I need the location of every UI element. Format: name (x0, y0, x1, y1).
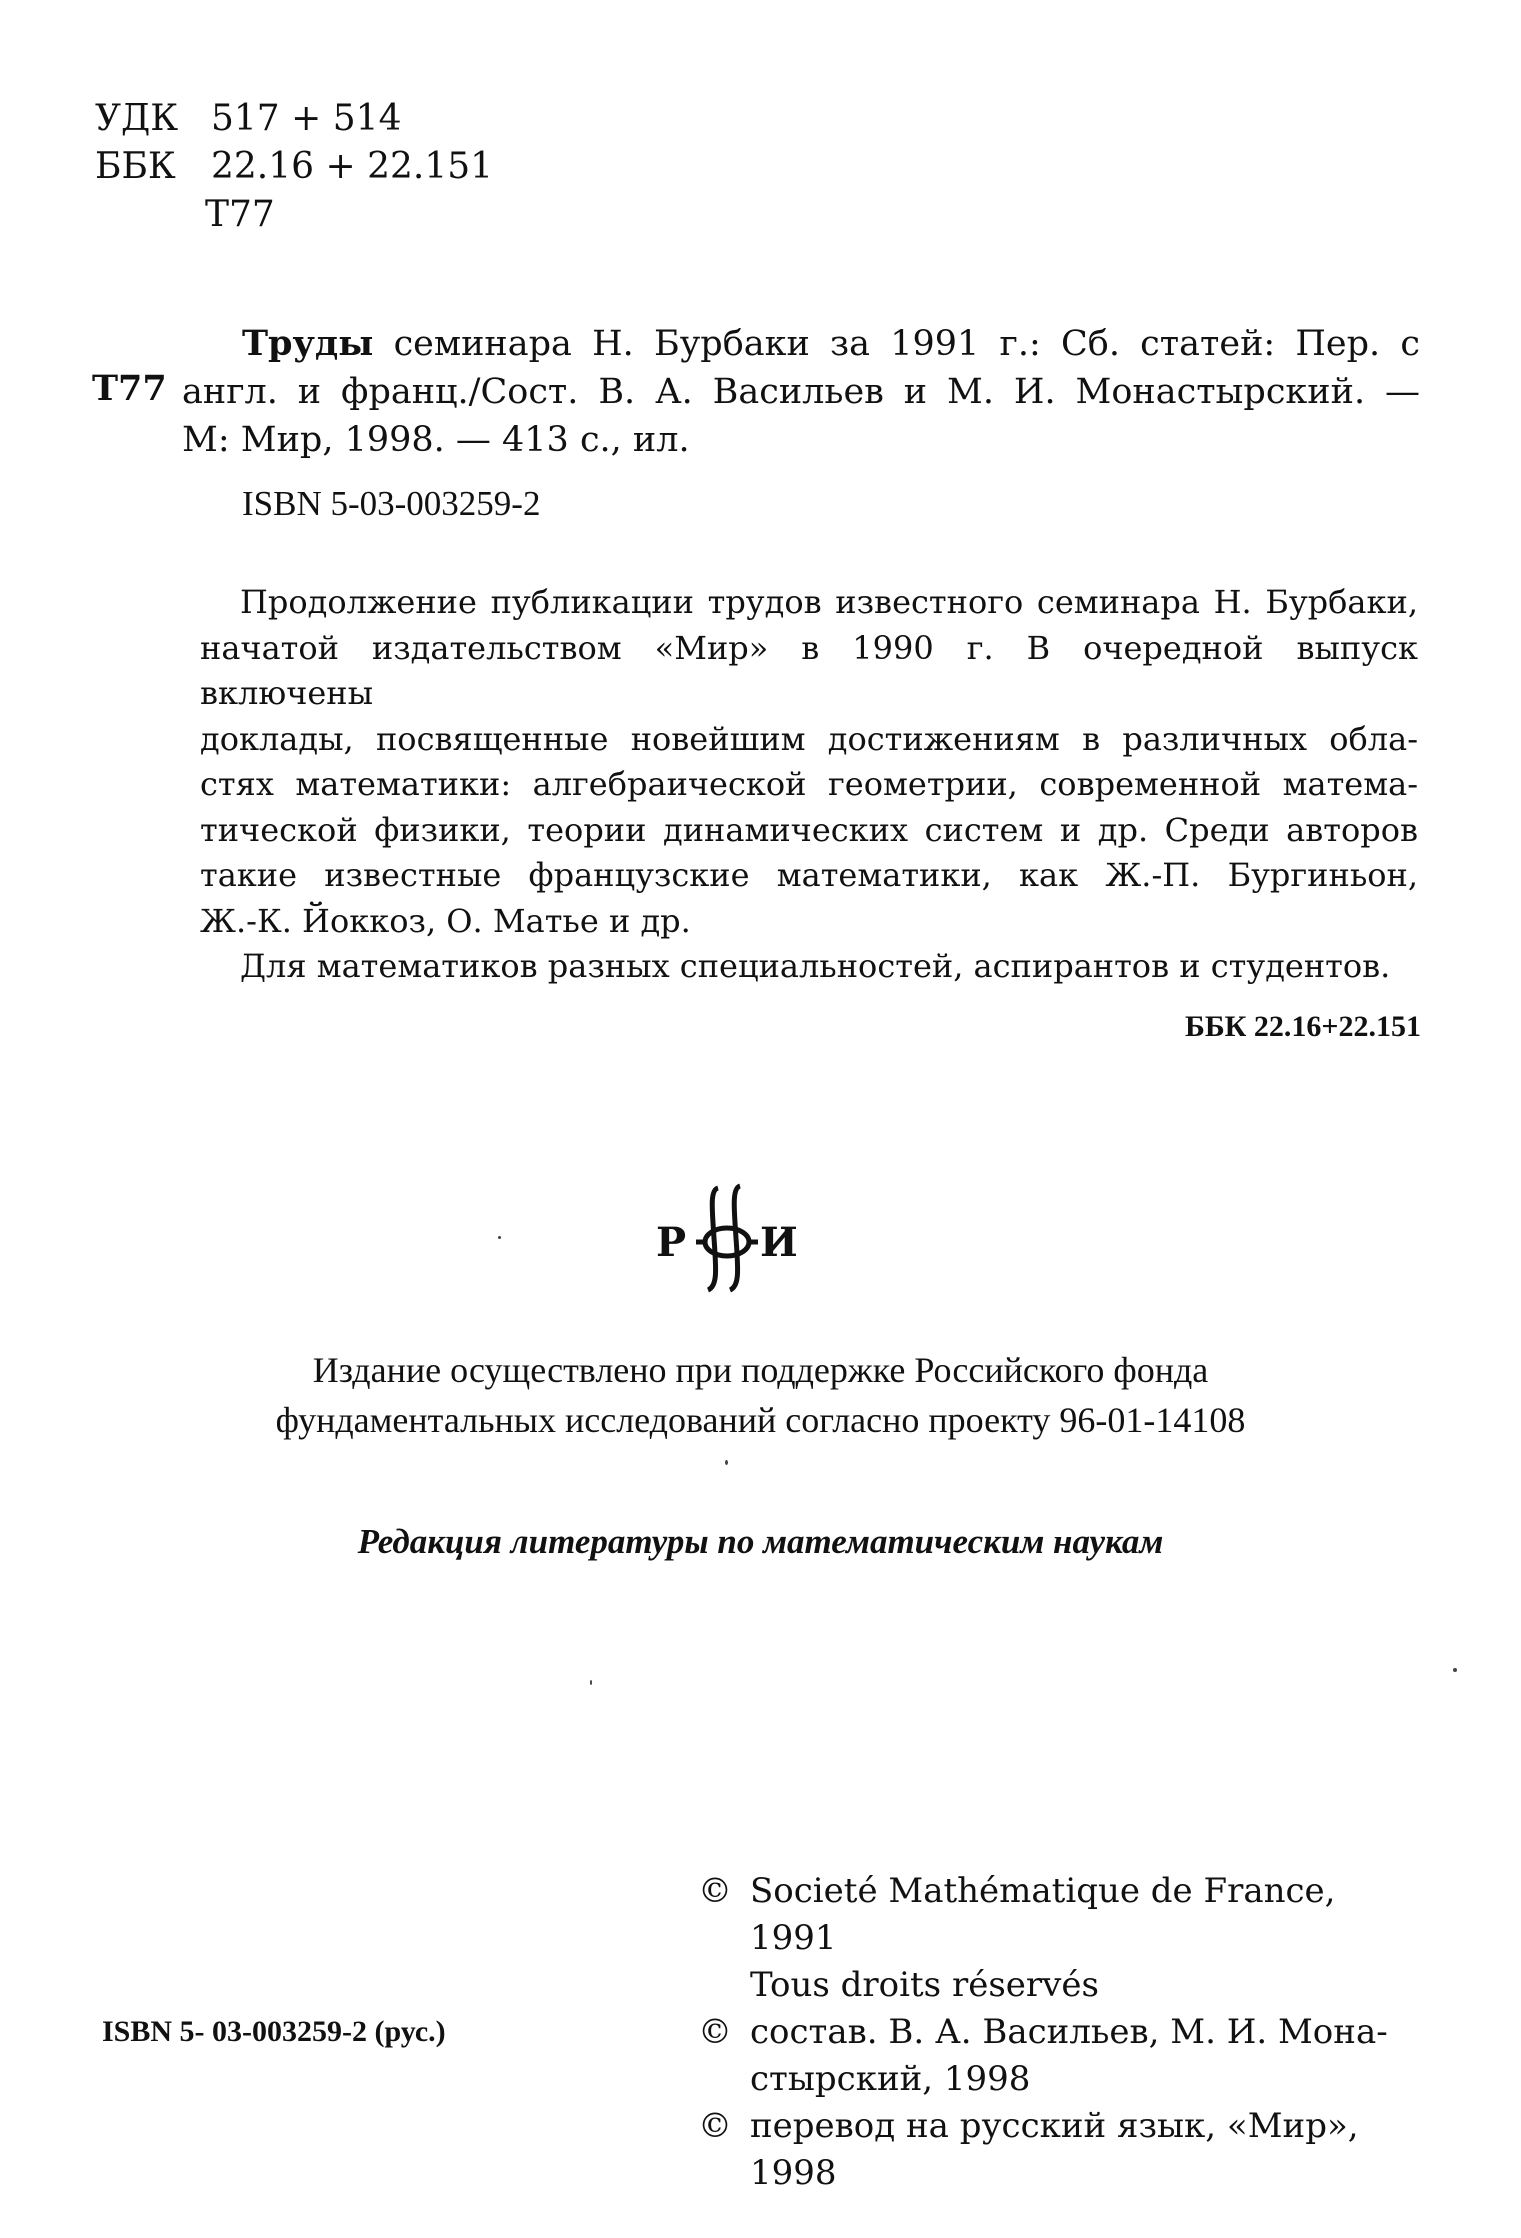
copyright-icon: © (698, 2012, 732, 2052)
annotation-line: начатой издательством «Мир» в 1990 г. В очередной выпуск включены (200, 628, 1418, 712)
bibliography-line-1-rest: семинара Н. Бурбаки за 1991 г.: Сб. статей: Пер. с (393, 324, 1420, 364)
logo-stroke-left (708, 1188, 718, 1290)
author-mark: Т77 (205, 194, 275, 235)
udk-label: УДК (95, 98, 179, 139)
copyright-line: стырский, 1998 (750, 2059, 1031, 2099)
copyright-block (698, 1868, 1418, 2197)
bibliography-code: Т77 (92, 368, 167, 409)
classification-header (95, 95, 493, 239)
copyright-entry (698, 1868, 1418, 2009)
udk-row (95, 95, 493, 143)
annotation-audience: Для математиков разных специальностей, аспирантов и студентов. (240, 947, 1391, 985)
bbk-row (95, 143, 493, 191)
editorial-office: Редакция литературы по математическим наукам (357, 1522, 1164, 1561)
annotation-line: доклады, посвященные новейшим достижениям в различных обла- (200, 719, 1418, 758)
copyright-line: состав. В. А. Васильев, М. И. Мона- (750, 2012, 1388, 2052)
scan-speck (498, 1236, 501, 1239)
rffi-logo-graphic (648, 1178, 808, 1298)
copyright-icon: © (698, 1871, 732, 1911)
bbk-index-right: ББК 22.16+22.151 (1184, 1010, 1421, 1043)
logo-letter-right: И (760, 1219, 798, 1266)
bibliography-line-1 (182, 320, 1420, 368)
rffi-logo (648, 1178, 808, 1298)
copyright-icon: © (698, 2106, 732, 2146)
bbk-value: 22.16 + 22.151 (211, 146, 494, 187)
scan-speck (590, 1680, 592, 1685)
bibliography-line-3: М: Мир, 1998. — 413 с., ил. (182, 420, 690, 460)
bibliography-title: Труды (242, 323, 374, 364)
annotation (200, 580, 1418, 990)
scan-speck (1453, 1668, 1457, 1672)
annotation-line: Продолжение публикации трудов известного семинара Н. Бурбаки, (240, 583, 1418, 621)
scan-speck (725, 1460, 728, 1465)
funding-line-1: Издание осуществлено при поддержке Российского фонда (312, 1350, 1209, 1390)
copyright-line: перевод на русский язык, «Мир», 1998 (750, 2106, 1359, 2193)
copyright-line: Societé Mathématique de France, 1991 (750, 1871, 1336, 1958)
annotation-line: тической физики, теории динамических систем и др. Среди авторов (200, 810, 1418, 849)
funding-line-2: фундаментальных исследований согласно проекту 96-01-14108 (275, 1400, 1246, 1440)
copyright-entry (698, 2009, 1418, 2103)
copyright-entry (698, 2103, 1418, 2197)
bbk-label: ББК (95, 146, 176, 187)
annotation-line: Ж.-К. Йоккоз, О. Матье и др. (200, 901, 691, 940)
isbn-bottom: ISBN 5- 03-003259-2 (рус.) (102, 2015, 446, 2048)
funding-statement (0, 1345, 1521, 1445)
annotation-line: стях математики: алгебраической геометрии, современной матема- (200, 765, 1418, 803)
logo-stroke-right (730, 1186, 740, 1290)
isbn-primary: ISBN 5-03-003259-2 (242, 484, 541, 523)
bibliography-line-2: англ. и франц./Сост. В. А. Васильев и М. И. Монастырский. — (182, 372, 1420, 412)
annotation-line: такие известные французские математики, как Ж.-П. Бургиньон, (200, 856, 1418, 894)
logo-ellipse (705, 1228, 749, 1256)
logo-letter-left: Р (656, 1219, 687, 1266)
copyright-line: Tous droits réservés (750, 1965, 1099, 2005)
bibliography-record (182, 320, 1420, 464)
udk-value: 517 + 514 (211, 98, 402, 139)
